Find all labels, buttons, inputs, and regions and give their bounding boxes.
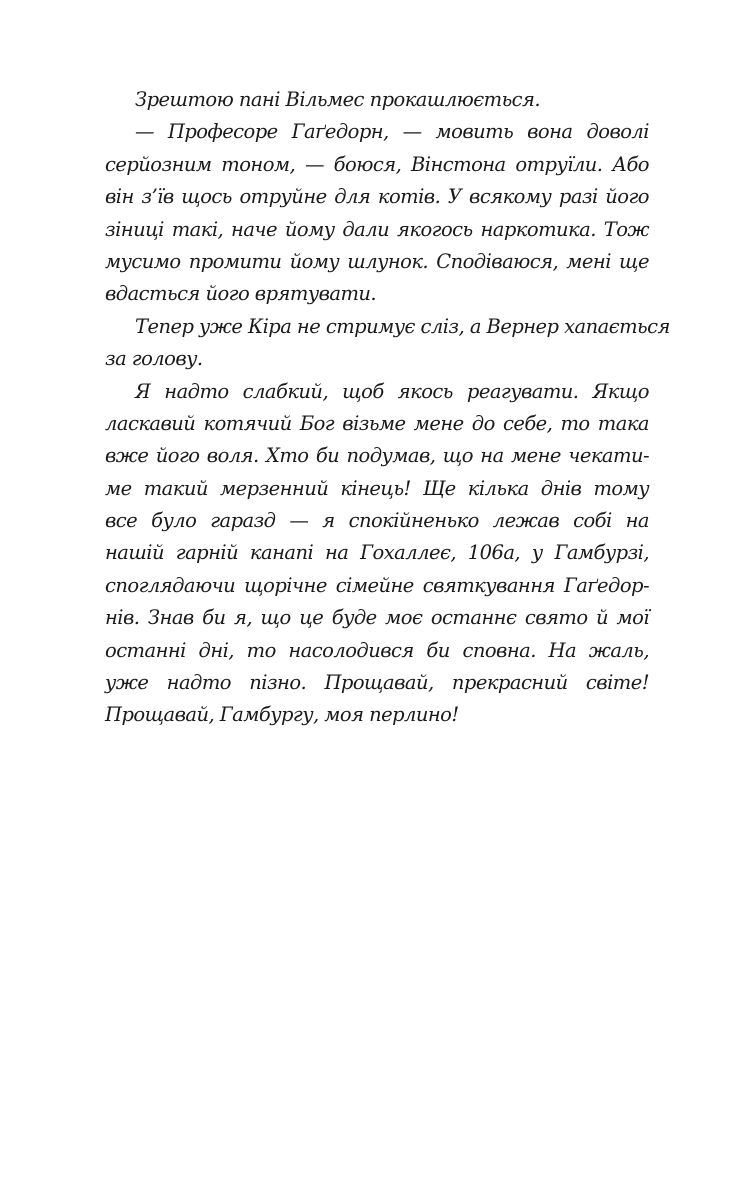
paragraph-4-line-4: ме такий мерзенний кінець! Ще кілька днів тому: [105, 476, 649, 500]
paragraph-2-line-4: зіниці такі, наче йому дали якогось наркотика. Тож: [105, 217, 649, 241]
paragraph-4-line-8: нів. Знав би я, що це буде моє останнє свято й мої: [105, 606, 649, 630]
paragraph-4-line-10: уже надто пізно. Прощавай, прекрасний світе!: [105, 671, 649, 695]
paragraph-2-line-1: — Професоре Гаґедорн, — мовить вона доволі: [135, 120, 649, 144]
paragraph-4-line-2: ласкавий котячий Бог візьме мене до себе, то така: [105, 411, 649, 435]
paragraph-4-line-11: Прощавай, Гамбургу, моя перлино!: [105, 703, 459, 727]
paragraph-4-line-6: нашій гарній канапі на Гохаллеє, 106а, у Гамбурзі,: [105, 541, 649, 565]
paragraph-4-line-3: вже його воля. Хто би подумав, що на мене чекати-: [105, 444, 649, 468]
paragraph-4-line-7: споглядаючи щорічне сімейне святкування Гаґедор-: [105, 573, 649, 597]
paragraph-4-line-1: Я надто слабкий, щоб якось реагувати. Якщо: [135, 379, 649, 403]
body-text: [105, 84, 670, 732]
paragraph-3-line-2: за голову.: [105, 347, 203, 371]
paragraph-3-line-1: Тепер уже Кіра не стримує сліз, а Вернер хапається: [135, 314, 670, 338]
paragraph-2-line-3: він з’їв щось отруйне для котів. У всякому разі його: [105, 185, 649, 209]
paragraph-2-line-6: вдасться його врятувати.: [105, 282, 377, 306]
paragraph-2-line-5: мусимо промити йому шлунок. Сподіваюся, мені ще: [105, 249, 649, 273]
paragraph-1-line-1: Зрештою пані Вільмес прокашлюється.: [135, 88, 541, 111]
paragraph-4-line-5: все було гаразд — я спокійненько лежав собі на: [105, 509, 649, 533]
paragraph-2-line-2: серйозним тоном, — боюся, Вінстона отруїли. Або: [105, 152, 649, 176]
paragraph-4-line-9: останні дні, то насолодився би сповна. На жаль,: [105, 638, 649, 662]
